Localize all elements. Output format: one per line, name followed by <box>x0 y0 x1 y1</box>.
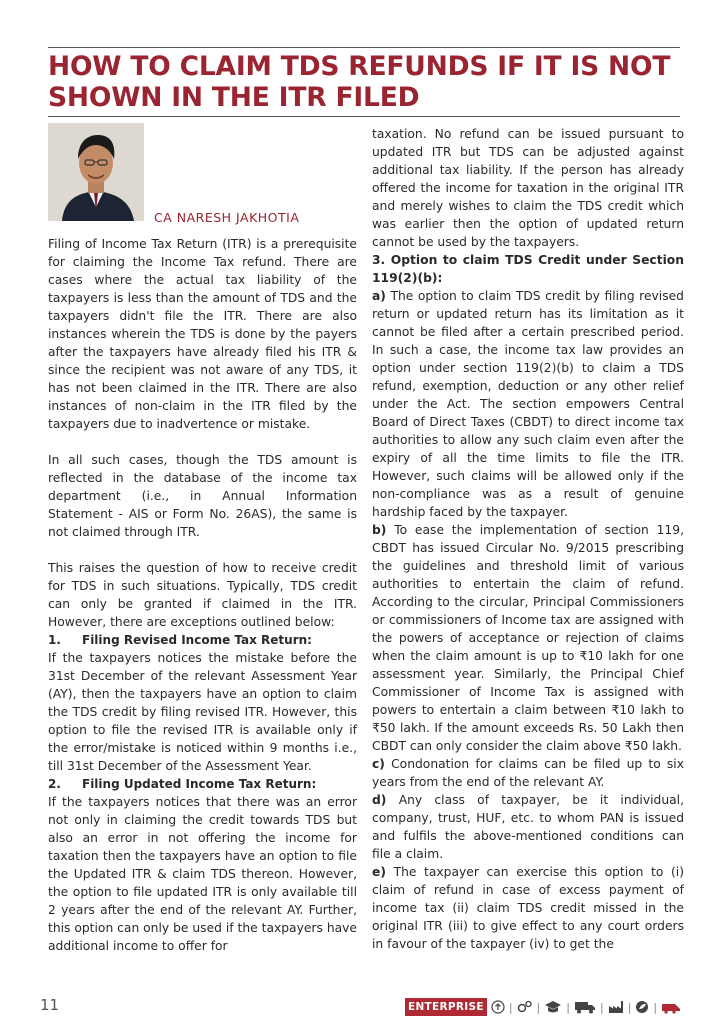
heading-updated-return <box>48 775 357 793</box>
brand-label: ENTERPRISE <box>405 998 487 1016</box>
graduation-cap-icon <box>544 1000 562 1014</box>
point-a <box>372 287 684 521</box>
truck-icon <box>574 1000 596 1014</box>
point-text: Any class of taxpayer, be it individual, company, trust, HUF, etc. to whom PAN is issued and fulfils the above-mentioned conditions can file a claim. <box>372 793 684 861</box>
train-icon <box>661 1000 681 1014</box>
point-label: c) <box>372 757 385 771</box>
point-label: b) <box>372 523 387 537</box>
right-column <box>372 125 684 953</box>
separator: | <box>653 1000 658 1014</box>
leaf-icon <box>635 1000 649 1014</box>
title-underline <box>48 116 680 117</box>
author-portrait-icon <box>48 123 144 221</box>
point-b <box>372 521 684 755</box>
point-c <box>372 755 684 791</box>
upload-icon <box>491 1000 505 1014</box>
point-text: Condonation for claims can be filed up to six years from the end of the relevant AY. <box>372 757 684 789</box>
author-name: CA NARESH JAKHOTIA <box>154 210 300 225</box>
heading-section-119 <box>372 251 684 287</box>
point-label: a) <box>372 289 386 303</box>
point-label: e) <box>372 865 386 879</box>
separator: | <box>508 1000 513 1014</box>
point-e <box>372 863 684 953</box>
page-title: HOW TO CLAIM TDS REFUNDS IF IT IS NOT SHOWN IN THE ITR FILED <box>48 51 671 113</box>
heading-number: 2. <box>48 777 61 791</box>
point-d <box>372 791 684 863</box>
paragraph-intro: Filing of Income Tax Return (ITR) is a prerequisite for claiming the Income Tax refund. There are cases where the actual tax liability of the taxpayers is less than the amount of TDS and the taxpayers didn't file the ITR. There are also instances wherein the TDS is done by the payers after the taxpayers have already filed his ITR & since the recipient was not aware of any TDS, it has not been claimed in the ITR. There are also instances of non-claim in the ITR filed by the taxpayers due to inadvertence or mistake. <box>48 237 357 431</box>
separator: | <box>536 1000 541 1014</box>
heading-text: Filing Revised Income Tax Return: <box>82 633 312 647</box>
heading-text: Option to claim TDS Credit under Section 119(2)(b): <box>372 253 685 285</box>
separator: | <box>566 1000 570 1014</box>
heading-number: 3. <box>372 253 386 267</box>
paragraph-updated-return: If the taxpayers notices that there was an error not only in claiming the credit towards TDS but also an error in not offering the income for taxation then the taxpayers have an option to file the Updated ITR & claim TDS thereon. However, the option to file updated ITR is only available till 2 years after the end of the relevant AY. Further, this option can only be used if the taxpayers have additional income to offer for <box>48 795 357 953</box>
point-text: To ease the implementation of section 119, CBDT has issued Circular No. 9/2015 prescribing the guidelines and threshold limit of various authorities to entertain the claim of refund. According to the circular, Principal Commissioners or commissioners of Income tax are assigned with the powers of acceptance or rejection of claims when the claim amount is up to ₹10 lakh for one assessment year. Similarly, the Principal Chief Commissioner of Income Tax is assigned with powers to entertain a claim between ₹10 lakh to ₹50 lakh. If the amount exceeds Rs. 50 Lakh then CBDT can only consider the claim above ₹50 lakh. <box>372 523 684 753</box>
heading-number: 1. <box>48 633 61 647</box>
gears-icon <box>517 1000 533 1014</box>
point-text: The taxpayer can exercise this option to (i) claim of refund in case of excess payment of income tax (ii) claim TDS credit missed in the original ITR (iii) to give effect to any court orders in favour of the taxpayer (iv) to get the <box>372 865 684 951</box>
separator: | <box>599 1000 604 1014</box>
author-photo <box>48 123 144 221</box>
top-rule <box>48 47 680 48</box>
left-column <box>48 123 357 955</box>
point-text: The option to claim TDS credit by filing revised return or updated return has its limitation as it cannot be filed after a certain prescribed period. In such a case, the income tax law provides an option under section 119(2)(b) to claim a TDS refund, exemption, deduction or any other relief under the Act. The section empowers Central Board of Direct Taxes (CBDT) to direct income tax authorities to allow any such claim even after the expiry of all the time limits to file the ITR. However, such claims will be allowed only if the non-compliance was as a result of genuine hardship faced by the taxpayer. <box>372 289 684 519</box>
heading-revised-return <box>48 631 357 649</box>
paragraph-question: This raises the question of how to receive credit for TDS in such situations. Typically, TDS credit can only be granted if claimed in the ITR. However, there are exceptions outlined below: <box>48 561 357 629</box>
point-label: d) <box>372 793 387 807</box>
page-number: 11 <box>40 996 60 1014</box>
heading-text: Filing Updated Income Tax Return: <box>82 777 317 791</box>
author-block <box>48 123 357 235</box>
paragraph-cases: In all such cases, though the TDS amount is reflected in the database of the income tax department (i.e., in Annual Information Statement - AIS or Form No. 26AS), the same is not claimed through ITR. <box>48 453 357 539</box>
paragraph-revised-return: If the taxpayers notices the mistake before the 31st December of the relevant Assessment Year (AY), then the taxpayers have an option to claim the TDS credit by filing revised ITR. However, this option to file the revised ITR is available only if the error/mistake is noticed within 9 months i.e., till 31st December of the Assessment Year. <box>48 651 357 773</box>
paragraph-taxation: taxation. No refund can be issued pursuant to updated ITR but TDS can be adjusted against additional tax liability. If the person has already offered the income for taxation in the original ITR and merely wishes to claim the TDS credit which was earlier then the option of updated return cannot be used by the taxpayers. <box>372 127 684 249</box>
footer-brand-bar <box>405 997 685 1017</box>
factory-icon <box>608 1000 624 1014</box>
separator: | <box>627 1000 632 1014</box>
